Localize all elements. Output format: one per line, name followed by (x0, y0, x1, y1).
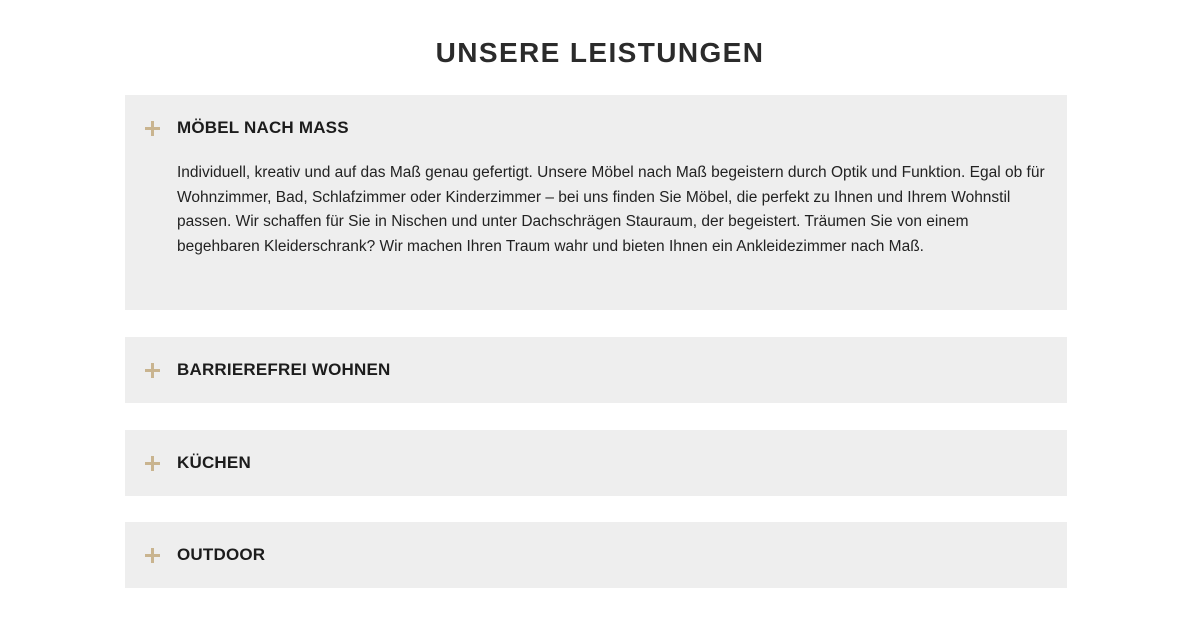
accordion-item-moebel-nach-mass (125, 95, 1067, 310)
accordion-content-moebel-nach-mass (177, 161, 1047, 259)
plus-icon (145, 456, 160, 471)
accordion-header-outdoor[interactable] (125, 522, 1067, 588)
accordion-header-moebel-nach-mass[interactable] (125, 95, 1067, 161)
accordion-content-text: Individuell, kreativ und auf das Maß genau gefertigt. Unsere Möbel nach Maß begeistern durch Optik und Funktion. Egal ob für Wohnzimmer, Bad, Schlafzimmer oder Kinderzimmer – bei uns finden Sie Möbel, die perfekt zu Ihnen und Ihrem Wohnstil passen. Wir schaffen für Sie in Nischen und unter Dachschrägen Stauraum, der begeistert. Träumen Sie von einem begehbaren Kleiderschrank? Wir machen Ihren Traum wahr und bieten Ihnen ein Ankleidezimmer nach Maß. (177, 164, 1045, 255)
accordion-header-kuechen[interactable] (125, 430, 1067, 496)
accordion-item-barrierefrei-wohnen (125, 337, 1067, 403)
accordion-header-barrierefrei-wohnen[interactable] (125, 337, 1067, 403)
plus-icon (145, 548, 160, 563)
plus-icon (145, 121, 160, 136)
accordion-title: KÜCHEN (177, 453, 251, 472)
accordion-title: OUTDOOR (177, 545, 266, 564)
accordion-item-outdoor (125, 522, 1067, 588)
accordion-item-kuechen (125, 430, 1067, 496)
section-title: UNSERE LEISTUNGEN (435, 37, 765, 68)
plus-icon (145, 363, 160, 378)
accordion-title: BARRIEREFREI WOHNEN (177, 360, 391, 379)
accordion-title: MÖBEL NACH MASS (177, 118, 349, 137)
